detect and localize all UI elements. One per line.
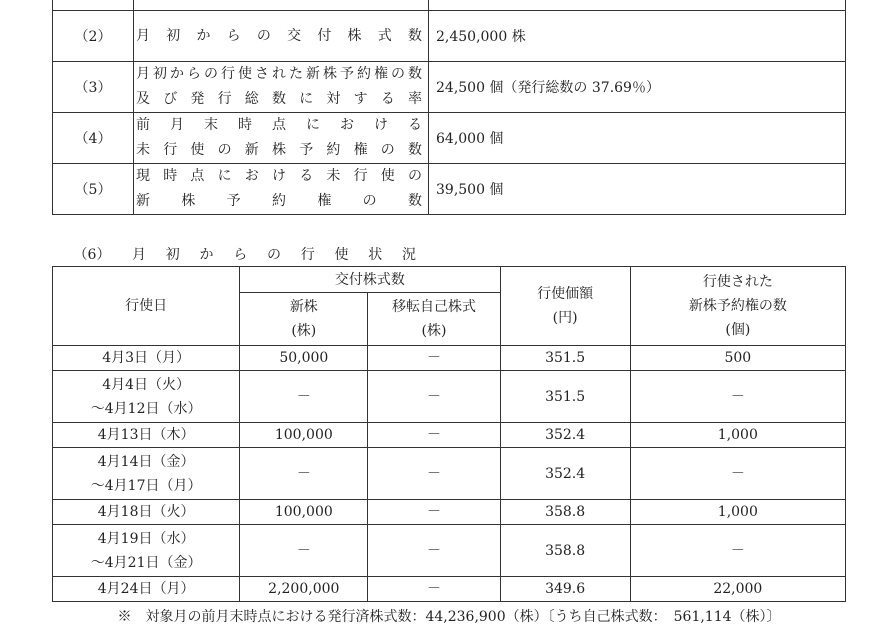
header-line: 行使された: [702, 274, 773, 290]
summary-row-label: [134, 11, 429, 62]
date-line: 4月19日（水）: [97, 530, 195, 547]
summary-row-value: 2,450,000 株: [429, 11, 846, 62]
cell-new-shares: 50,000: [240, 346, 368, 371]
summary-row-number: （5）: [53, 164, 134, 215]
summary-row-label: [134, 62, 429, 113]
section-6-heading: [52, 244, 432, 264]
summary-top-num-cell: [53, 0, 134, 11]
cell-new-shares: －: [240, 525, 368, 577]
cell-new-shares: 2,200,000: [240, 577, 368, 602]
summary-label-line: 未行使の新株予約権の数: [136, 142, 422, 158]
summary-label-line: 月初からの行使された新株予約権の数: [136, 66, 422, 82]
cell-date: [53, 525, 240, 577]
footnote: ※ 対象月の前月末時点における発行済株式数：44,236,900（株）〔うち自己株式数： 561,114（株）〕: [117, 609, 781, 625]
header-new-shares: [240, 293, 368, 346]
cell-new-shares: 100,000: [240, 500, 368, 525]
date-line: ～4月21日（金）: [90, 554, 202, 571]
summary-row-5: [53, 164, 846, 215]
cell-rights: 1,000: [630, 423, 845, 448]
header-row-1: [53, 267, 846, 293]
cell-price: 352.4: [500, 423, 630, 448]
summary-row-value: 64,000 個: [429, 113, 846, 164]
summary-label-line: 及び発行総数に対する率: [136, 91, 422, 107]
cell-treasury-shares: －: [368, 500, 500, 525]
summary-row-number: （4）: [53, 113, 134, 164]
date-line: 4月4日（火）: [102, 376, 191, 393]
cell-date: 4月24日（月）: [53, 577, 240, 602]
exercise-status-table: [52, 266, 846, 602]
header-line: 移転自己株式: [391, 299, 476, 315]
header-line: (株): [421, 323, 447, 339]
summary-top-label-cell: [134, 0, 429, 11]
cell-rights: 1,000: [630, 500, 845, 525]
table-row: [53, 525, 846, 577]
header-line: (個): [725, 322, 751, 338]
summary-row-4: [53, 113, 846, 164]
summary-row-label: [134, 164, 429, 215]
summary-row-value: 24,500 個（発行総数の 37.69％）: [429, 62, 846, 113]
summary-row-value: 39,500 個: [429, 164, 846, 215]
summary-top-row: [53, 0, 846, 11]
cell-price: 358.8: [500, 525, 630, 577]
cell-new-shares: －: [240, 448, 368, 500]
cell-date: [53, 448, 240, 500]
cell-treasury-shares: －: [368, 423, 500, 448]
cell-treasury-shares: －: [368, 448, 500, 500]
cell-new-shares: －: [240, 371, 368, 423]
table-row: [53, 500, 846, 525]
summary-label-line: 新株予約権の数: [136, 193, 422, 209]
table-row: [53, 577, 846, 602]
cell-price: 352.4: [500, 448, 630, 500]
header-line: 新株: [289, 299, 318, 315]
cell-treasury-shares: －: [368, 577, 500, 602]
header-line: 新株予約権の数: [688, 298, 787, 314]
header-line: 行使価額: [537, 286, 594, 302]
summary-label-line: 現時点における未行使の: [136, 168, 422, 184]
header-date: 行使日: [53, 267, 240, 346]
date-line: ～4月12日（水）: [90, 400, 202, 417]
table-row: [53, 423, 846, 448]
cell-price: 358.8: [500, 500, 630, 525]
cell-new-shares: 100,000: [240, 423, 368, 448]
summary-row-number: （2）: [53, 11, 134, 62]
cell-price: 351.5: [500, 371, 630, 423]
cell-date: 4月3日（月）: [53, 346, 240, 371]
cell-rights: 500: [630, 346, 845, 371]
cell-price: 351.5: [500, 346, 630, 371]
summary-row-2: [53, 11, 846, 62]
summary-row-number: （3）: [53, 62, 134, 113]
header-line: (円): [552, 310, 578, 326]
cell-treasury-shares: －: [368, 346, 500, 371]
section-number: （6）: [73, 247, 111, 263]
cell-treasury-shares: －: [368, 525, 500, 577]
summary-table: [52, 0, 846, 215]
summary-row-3: [53, 62, 846, 113]
date-line: 4月14日（金）: [97, 453, 195, 470]
header-price: [500, 267, 630, 346]
cell-rights: －: [630, 371, 845, 423]
summary-top-value-cell: [429, 0, 846, 11]
cell-treasury-shares: －: [368, 371, 500, 423]
cell-date: 4月13日（木）: [53, 423, 240, 448]
summary-label-line: 月初からの交付株式数: [136, 27, 422, 44]
date-line: ～4月17日（月）: [90, 477, 202, 494]
cell-rights: 22,000: [630, 577, 845, 602]
header-line: (株): [291, 323, 317, 339]
header-treasury-shares: [368, 293, 500, 346]
cell-rights: －: [630, 525, 845, 577]
header-shares-group: 交付株式数: [240, 267, 500, 293]
cell-date: 4月18日（火）: [53, 500, 240, 525]
summary-label-line: 前月末時点における: [136, 117, 422, 133]
cell-price: 349.6: [500, 577, 630, 602]
cell-date: [53, 371, 240, 423]
summary-row-label: [134, 113, 429, 164]
cell-rights: －: [630, 448, 845, 500]
table-row: [53, 346, 846, 371]
header-rights: [630, 267, 845, 346]
table-row: [53, 371, 846, 423]
section-title: 月初からの行使状況: [132, 247, 416, 263]
table-row: [53, 448, 846, 500]
